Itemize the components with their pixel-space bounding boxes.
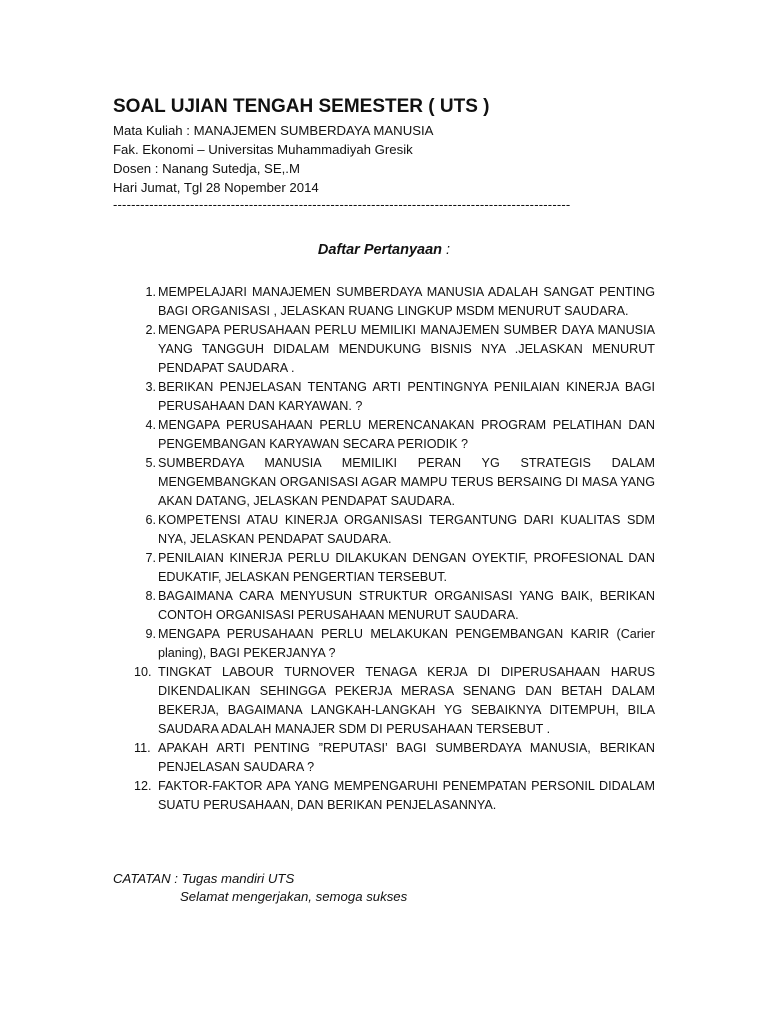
question-text: BAGAIMANA CARA MENYUSUN STRUKTUR ORGANISASI YANG BAIK, BERIKAN CONTOH ORGANISASI PERUSAHAAN MENURUT SAUDARA. xyxy=(158,589,655,622)
question-text: KOMPETENSI ATAU KINERJA ORGANISASI TERGANTUNG DARI KUALITAS SDM NYA, JELASKAN PENDAPAT SAUDARA. xyxy=(158,513,655,546)
question-number: 1. xyxy=(145,285,156,299)
page-title: SOAL UJIAN TENGAH SEMESTER ( UTS ) xyxy=(113,96,490,117)
question-number: 10. xyxy=(134,665,152,679)
note-label: CATATAN : xyxy=(113,871,178,886)
question-text: MENGAPA PERUSAHAAN PERLU MELAKUKAN PENGEMBANGAN KARIR (Carier planing), BAGI PEKERJANYA ? xyxy=(158,627,655,660)
question-number: 4. xyxy=(145,418,156,432)
question-text: TINGKAT LABOUR TURNOVER TENAGA KERJA DI DIPERUSAHAAN HARUS DIKENDALIKAN SEHINGGA PEKERJA MERASA SENANG DAN BETAH DALAM BEKERJA, BAGAIMANA LANGKAH-LANGKAH YG SEBAIKNYA DITEMPUH, BILA SAUDARA ADALAH MANAJER SDM DI PERUSAHAAN TERSEBUT . xyxy=(158,665,655,736)
question-text: APAKAH ARTI PENTING ”REPUTASI’ BAGI SUMBERDAYA MANUSIA, BERIKAN PENJELASAN SAUDARA ? xyxy=(158,741,655,774)
question-text: FAKTOR-FAKTOR APA YANG MEMPENGARUHI PENEMPATAN PERSONIL DIDALAM SUATU PERUSAHAAN, DAN BERIKAN PENJELASANNYA. xyxy=(158,779,655,812)
lecturer-line: Dosen : Nanang Sutedja, SE,.M xyxy=(113,161,300,176)
date-line: Hari Jumat, Tgl 28 Nopember 2014 xyxy=(113,180,319,195)
course-line: Mata Kuliah : MANAJEMEN SUMBERDAYA MANUSIA xyxy=(113,123,434,138)
question-item xyxy=(145,625,655,663)
question-item xyxy=(145,511,655,549)
question-item xyxy=(145,549,655,587)
questions-heading xyxy=(0,240,768,260)
question-item xyxy=(134,739,655,777)
question-number: 11. xyxy=(134,741,151,755)
question-number: 3. xyxy=(145,380,156,394)
questions-heading-text: Daftar Pertanyaan xyxy=(317,242,443,258)
header-divider: ----------------------------------------------------------------------------------------------------- xyxy=(113,197,571,212)
question-text: SUMBERDAYA MANUSIA MEMILIKI PERAN YG STRATEGIS DALAM MENGEMBANGKAN ORGANISASI AGAR MAMPU TERUS BERSAING DI MASA YANG AKAN DATANG, JELASKAN PENDAPAT SAUDARA. xyxy=(158,456,655,508)
question-item xyxy=(145,454,655,511)
question-number: 7. xyxy=(145,551,156,565)
document-header xyxy=(113,94,673,213)
note-line2: Selamat mengerjakan, semoga sukses xyxy=(180,889,408,904)
question-number: 6. xyxy=(145,513,156,527)
question-item xyxy=(145,283,655,321)
note-line1: Tugas mandiri UTS xyxy=(177,871,295,886)
question-text: MENGAPA PERUSAHAAN PERLU MEMILIKI MANAJEMEN SUMBER DAYA MANUSIA YANG TANGGUH DIDALAM MENDUKUNG BISNIS NYA .JELASKAN MENURUT PENDAPAT SAUDARA . xyxy=(158,323,655,375)
question-number: 8. xyxy=(145,589,156,603)
question-item xyxy=(134,777,655,815)
faculty-line: Fak. Ekonomi – Universitas Muhammadiyah Gresik xyxy=(113,142,413,157)
question-number: 12. xyxy=(134,779,152,793)
question-item xyxy=(145,587,655,625)
question-item xyxy=(134,663,655,739)
question-text: PENILAIAN KINERJA PERLU DILAKUKAN DENGAN OYEKTIF, PROFESIONAL DAN EDUKATIF, JELASKAN PENGERTIAN TERSEBUT. xyxy=(158,551,655,584)
question-number: 5. xyxy=(145,456,156,470)
question-number: 9. xyxy=(145,627,156,641)
question-text: BERIKAN PENJELASAN TENTANG ARTI PENTINGNYA PENILAIAN KINERJA BAGI PERUSAHAAN DAN KARYAWAN. ? xyxy=(158,380,655,413)
question-list xyxy=(134,283,655,815)
question-text: MENGAPA PERUSAHAAN PERLU MERENCANAKAN PROGRAM PELATIHAN DAN PENGEMBANGAN KARYAWAN SECARA PERIODIK ? xyxy=(158,418,655,451)
question-item xyxy=(145,416,655,454)
question-item xyxy=(145,321,655,378)
question-text: MEMPELAJARI MANAJEMEN SUMBERDAYA MANUSIA ADALAH SANGAT PENTING BAGI ORGANISASI , JELASKAN RUANG LINGKUP MSDM MENURUT SAUDARA. xyxy=(158,285,655,318)
question-number: 2. xyxy=(145,323,156,337)
question-item xyxy=(145,378,655,416)
questions-heading-colon: : xyxy=(442,242,451,258)
note xyxy=(113,870,294,888)
